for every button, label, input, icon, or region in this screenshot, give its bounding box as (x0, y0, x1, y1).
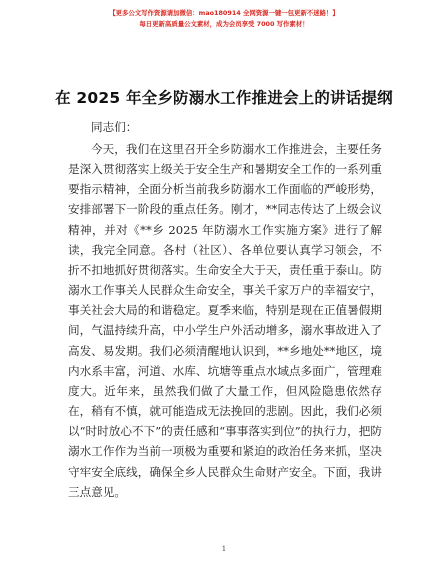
document-title: 在 2025 年全乡防溺水工作推进会上的讲话提纲 (55, 89, 393, 107)
body-paragraph: 今天，我们在这里召开全乡防溺水工作推进会，主要任务是深入贯彻落实上级关于安全生产和暑期安全工作的一系列重要指示精神，全面分析当前我乡防溺水工作面临的严峻形势，安排部署下一阶段的重点任务。刚才，**同志传达了上级会议精神，并对《**乡 2025 年防溺水工作实施方案》进行了解读，我完全同意。各村（社区）、各单位要认真学习领会，不折不扣地抓好贯彻落实。生命安全大于天，责任重于泰山。防溺水工作事关人民群众生命安全，事关千家万户的幸福安宁，事关社会大局的和谐稳定。夏季来临，特别是现在正值暑假期间，气温持续升高，中小学生户外活动增多，溺水事故进入了高发、易发期。我们必须清醒地认识到，**乡地处**地区，境内水系丰富，河道、水库、坑塘等重点水域点多面广，管理难度大。近年来，虽然我们做了大量工作，但风险隐患依然存在，稍有不慎，就可能造成无法挽回的悲剧。因此，我们必须以“时时放心不下”的责任感和“事事落实到位”的执行力，把防溺水工作作为当前一项极为重要和紧迫的政治任务来抓，坚决守牢安全底线，确保全乡人民群众生命财产安全。下面，我讲三点意见。 (68, 142, 382, 499)
salutation: 同志们： (91, 120, 138, 134)
promo-banner-line-1: 【更多公文写作资源请加微信：mao180914 全网资源一键一包更新不迷路！】 (109, 9, 339, 17)
promo-banner-line-2: 每日更新高质量公文素材，成为会员享受 7000 写作素材！ (139, 20, 309, 28)
page-number: 1 (221, 545, 227, 553)
promo-banner (0, 8, 448, 30)
